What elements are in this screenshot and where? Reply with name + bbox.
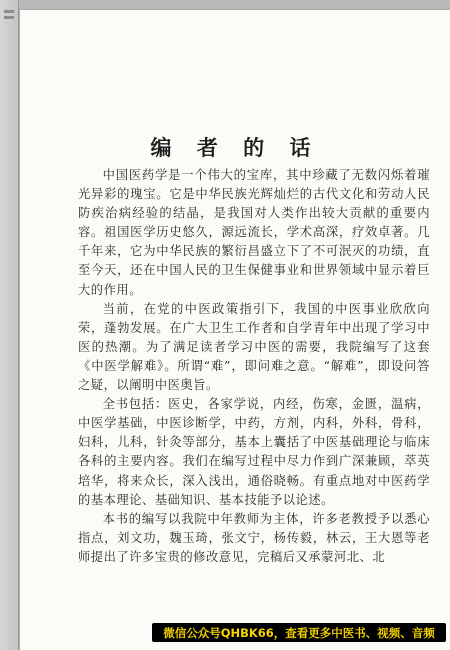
paragraph: 当前，在党的中医政策指引下，我国的中医事业欣欣向荣，蓬勃发展。在广大卫生工作者和自学青年中出现了学习中医的热潮。为了满足读者学习中医的需要，我院编写了这套《中医学解难》。所谓“难”，即问难之意。“解难”，即设问答之疑，以阐明中医奥旨。: [78, 301, 430, 393]
strip-grip-icon: [4, 16, 14, 19]
body-text: [78, 166, 430, 567]
paragraph: 全书包括：医史，各家学说，内经，伤寒，金匮，温病，中医学基础，中医诊断学，中药，方剂，内科，外科，骨科，妇科，儿科，针灸等部分，基本上囊括了中医基础理论与临床各科的主要内容。我们在编写过程中尽力作到广深兼顾，萃英培华，将来众长，深入浅出，通俗晓畅。有重点地对中医药学的基本理论、基础知识、基本技能予以论述。: [78, 397, 430, 507]
watermark-text: 微信公众号QHBK66，查看更多中医书、视频、音频: [163, 625, 435, 640]
watermark-banner: [152, 623, 446, 642]
page-title: 编 者 的 话: [150, 135, 320, 160]
paragraph: 本书的编写以我院中年教师为主体，许多老教授予以悉心指点，刘文功，魏玉琦，张文宁，杨传毅，林云，王大恩等老师提出了许多宝贵的修改意见，完稿后又承蒙河北、北: [78, 511, 430, 564]
scanned-page: [20, 10, 450, 650]
strip-grip-icon: [4, 10, 14, 13]
viewer-side-strip: [0, 0, 19, 650]
paragraph: 中国医药学是一个伟大的宝库，其中珍藏了无数闪烁着璀光异彩的瑰宝。它是中华民族光辉灿烂的古代文化和劳动人民防疾治病经验的结晶，是我国对人类作出较大贡献的重要内容。祖国医学历史悠久，源远流长，学术高深，疗效卓著。几千年来，它为中华民族的繁衍昌盛立下了不可泯灭的功绩，直至今天，还在中国人民的卫生保健事业和世界领域中显示着巨大的作用。: [78, 168, 430, 297]
